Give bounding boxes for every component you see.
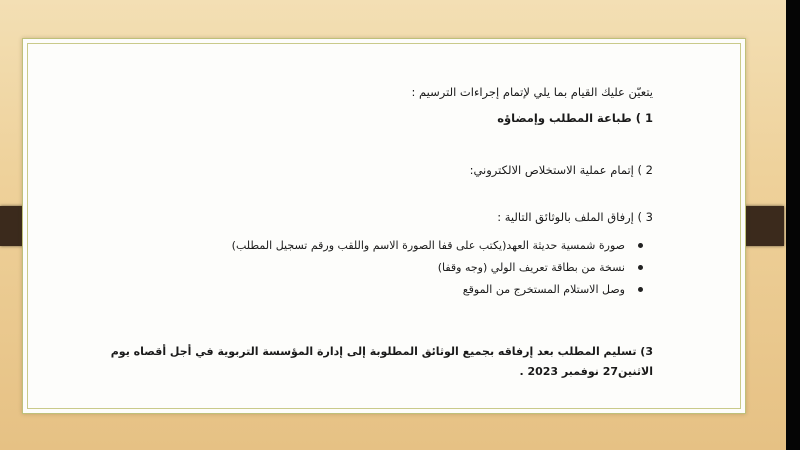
list-item-text: وصل الاستلام المستخرج من الموقع [462,283,625,296]
step-1: 1 ) طباعة المطلب وإمضاؤه [497,111,653,125]
final-instruction [111,342,653,382]
bullet-icon [638,265,643,270]
list-item [232,279,643,301]
document-frame [22,38,746,414]
window-edge [786,0,800,450]
bullet-icon [638,243,643,248]
final-instruction-line-1: 3) تسليم المطلب بعد إرفاقه بجميع الوثائق المطلوبة إلى إدارة المؤسسة التربوية في أجل أقصاه يوم [110,345,653,358]
step-3: 3 ) إرفاق الملف بالوثائق التالية : [497,210,653,224]
document-content [110,39,653,413]
bullet-icon [638,287,643,292]
required-documents-list [232,235,643,301]
final-instruction-line-2: الاثنين27 نوفمبر 2023 . [519,365,653,378]
list-item-text: نسخة من بطاقة تعريف الولي (وجه وقفا) [437,261,625,274]
intro-text: يتعيّن عليك القيام بما يلي لإتمام إجراءات الترسيم : [411,85,653,99]
list-item-text: صورة شمسية حديثة العهد(يكتب على قفا الصورة الاسم واللقب ورقم تسجيل المطلب) [231,239,625,252]
step-2: 2 ) إتمام عملية الاستخلاص الالكتروني: [469,163,653,177]
list-item [232,235,643,257]
list-item [232,257,643,279]
